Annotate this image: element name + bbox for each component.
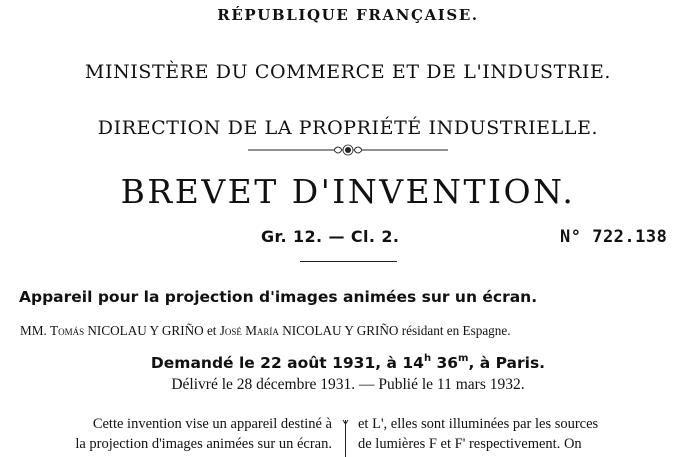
column-divider	[345, 420, 346, 457]
ministry-heading: MINISTÈRE DU COMMERCE ET DE L'INDUSTRIE.	[84, 61, 612, 83]
applicants-and: et	[206, 323, 217, 338]
filed-min-sup: m	[458, 353, 469, 364]
direction-heading: DIRECTION DE LA PROPRIÉTÉ INDUSTRIELLE.	[97, 117, 599, 139]
classification-label: Gr. 12. — Cl. 2.	[261, 227, 400, 246]
applicant1-last-name: NICOLAU Y GRIÑO	[87, 323, 204, 338]
patent-title: Appareil pour la projection d'images animées sur un écran.	[19, 288, 538, 306]
filed-suffix: , à Paris.	[468, 354, 546, 373]
body-left-line: Cette invention vise un appareil destiné à	[92, 416, 332, 432]
applicants-line	[20, 323, 511, 339]
applicants-residence: résidant en Espagne.	[401, 323, 511, 338]
republic-heading: RÉPUBLIQUE FRANÇAISE.	[217, 6, 479, 24]
filed-date-line	[0, 354, 696, 372]
filed-hour-sup: h	[423, 353, 432, 364]
body-right-line: de lumières F et F' respectivement. On	[358, 436, 582, 452]
body-left-column	[10, 414, 332, 454]
column-divider-mark-icon	[342, 419, 349, 425]
applicant2-last-name: NICOLAU Y GRIÑO	[282, 323, 399, 338]
document-type-title: BREVET D'INVENTION.	[120, 172, 576, 211]
patent-number: N° 722.138	[560, 227, 668, 247]
body-left-line: la projection d'images animées sur un écran.	[75, 436, 332, 452]
applicant1-first-name: Tomás	[50, 323, 85, 338]
flourish-ornament-icon	[248, 141, 448, 159]
applicant2-first-name: José María	[219, 323, 279, 338]
body-right-line: et L', elles sont illuminées par les sources	[358, 416, 599, 432]
filed-mid: 36	[431, 354, 459, 373]
applicants-prefix: MM.	[20, 323, 47, 338]
body-right-column	[358, 414, 678, 454]
filed-prefix: Demandé le 22 août 1931, à 14	[150, 354, 424, 373]
delivered-published-line: Délivré le 28 décembre 1931. — Publié le 11 mars 1932.	[171, 376, 525, 393]
separator-rule	[300, 261, 397, 262]
